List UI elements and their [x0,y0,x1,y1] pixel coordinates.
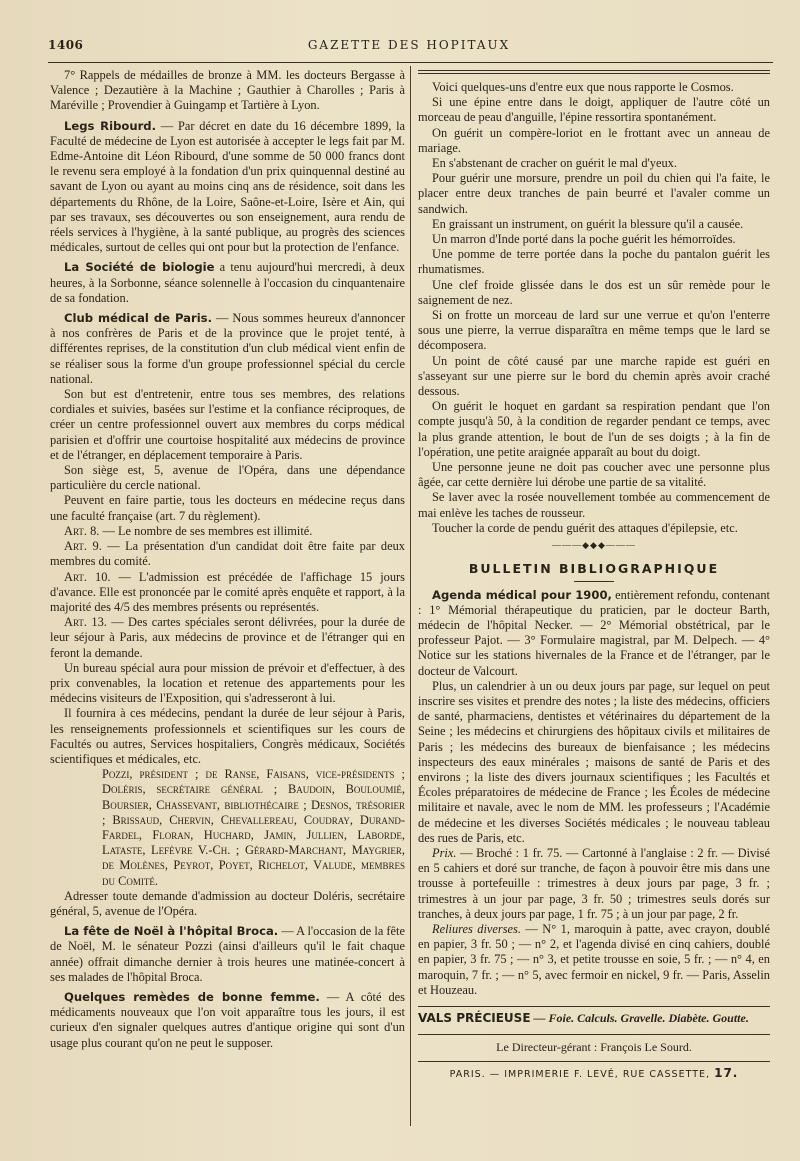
committee-members: Pozzi, président ; de Ranse, Faisans, vice-présidents ; Doléris, secrétaire général ; Baudoin, Bouloumié, Boursier, Chassevant, bibliothécaire ; Desnos, trésorier ; Brissaud, Chervin, Chevallereau, Coudray, Durand-Fardel, Floran, Huchard, Jamin, Jullien, Laborde, Lataste, Lefèvre V.-Ch. ; Gérard-Marchant, Maygrier, de Molènes, Peyrot, Poyet, Richelot, Valude, membres du Comité. [102,767,405,888]
paragraph-legs-ribourd: Legs Ribourd. — Par décret en date du 16 décembre 1899, la Faculté de médecine de Lyon est autorisée à accepter le legs fait par M. Edme-Antoine dit Léon Ribourd, d'une somme de 50 000 francs dont le revenu sera employé à la fondation d'un prix quinquennal destiné au savant de Lyon ou ayant au moins cinq ans de résidence, soit dans les départements du Rhône, de la Loire, Saône-et-Loire, Isère et Ain, qui par ses travaux, ses découvertes ou son enseignement, aura rendu de réels services à l'hygiène, à la santé publique, au progrès des sciences médicales, surtout de celles qui ont pour but la protection de l'enfance. [50,118,406,255]
run-in-heading: Club médical de Paris. [64,311,212,326]
remedy-item: En s'abstenant de cracher on guérit le mal d'yeux. [432,156,677,171]
editor-signature: Le Directeur-gérant : François Le Sourd. [418,1034,770,1055]
remedy-item: En graissant un instrument, on guérit la blessure qu'il a causée. [432,216,744,231]
paragraph-remedes: Quelques remèdes de bonne femme. — A côté des médicaments nouveaux que l'on voit apparaître tous les jours, il est curieux d'en signaler quelques autres d'antique origine qui sont d'un usage plus courant qu'on ne peut le supposer. [50,989,405,1050]
article-13: Art. 13. — Des cartes spéciales seront délivrées, pour la durée de leur séjour à Paris, aux médecins de province et de l'étranger qui en feront la demande. [50,615,405,660]
paragraph: Il fournira à ces médecins, pendant la durée de leur séjour à Paris, les renseignements professionnels et scientifiques sur les cours de Facultés ou autres, Services hospitaliers, Congrès médicaux, Sociétés scientifiques et médicales, etc. [50,706,405,766]
article-8: Art. 8. — Le nombre de ses membres est illimité. [64,523,313,538]
remedy-item: Si on frotte un morceau de lard sur une verrue et qu'on l'enterre sous une pierre, la verrue disparaîtra en même temps que le lard se décomposera. [418,308,770,353]
remedy-item: Se laver avec la rosée nouvellement tombée au commencement de mai enlève les taches de rousseur. [418,490,770,520]
run-in-heading: Agenda médical pour 1900, [432,587,612,602]
paragraph: Son siège est, 5, avenue de l'Opéra, dans une dépendance particulière du cercle national. [50,463,405,493]
bulletin-agenda: Agenda médical pour 1900, entièrement refondu, contenant : 1° Mémorial thérapeutique du praticien, par le docteur Barth, médecin de l'hôpital Necker. — 2° Mémorial obstétrical, par le professeur Pajot. — 3° Formulaire magistral, par M. Delpech. — 4° Notice sur les stations hivernales de la France et de l'étranger, par le docteur de Valcourt. [418,587,770,678]
page-number: 1406 [48,38,84,52]
printer-line: PARIS. — IMPRIMERIE F. LEVÉ, RUE CASSETTE, 17. [418,1061,770,1082]
paragraph-societe-biologie: La Société de biologie a tenu aujourd'hui mercredi, à deux heures, à la Sorbonne, séance solennelle à l'occasion du cinquantenaire de sa fondation. [50,260,405,305]
bulletin-paragraph: Plus, un calendrier à un ou deux jours par page, sur lequel on peut inscrire ses visites et prendre des notes ; la liste des médecins, officiers de santé, pharmaciens, dentistes et vétérinaires du département de la Seine ; les médecins et chirurgiens des hôpitaux civils et militaires de Paris ; les médecins des bureaux de bienfaisance ; les médecins inspecteurs des eaux minérales ; maisons de santé de Paris et des environs ; la liste des divers journaux scientifiques ; les Facultés et Écoles préparatoires de médecine de France ; les Écoles de médecine militaire et navale, avec le nom de MM. les professeurs ; l'Académie de médecine et les diverses Sociétés médicales ; le nouveau tableau des rues de Paris, etc. [418,678,770,845]
run-in-heading: Legs Ribourd. [64,118,157,133]
paragraph: Peuvent en faire partie, tous les docteurs en médecine reçus dans une faculté française (art. 7 du règlement). [50,493,405,523]
bulletin-prices: Prix. — Broché : 1 fr. 75. — Cartonné à l'anglaise : 2 fr. — Divisé en 5 cahiers et doré sur tranche, de façon à pouvoir être mis dans une trousse à portefeuille : trimestres à deux jours par page, 3 fr. ; trimestres à un jour par page, 3 fr. 50 ; trimestres seuls dorés sur tranches, à deux jours par page, 1 fr. 75 ; à un jour par page, 2 fr. [418,845,770,921]
run-in-heading: La fête de Noël à l'hôpital Broca. [64,924,279,939]
page-header [48,38,770,60]
paragraph-fete-noel: La fête de Noël à l'hôpital Broca. — A l'occasion de la fête de Noël, M. le sénateur Pozzi (ainsi d'ailleurs qu'il le fait chaque année) offrait dimanche dernier à trois heures une matinée-concert à ses malades de l'hôpital Broca. [50,924,406,984]
remedy-item: On guérit un compère-loriot en le frottant avec un anneau de mariage. [418,125,770,155]
remedy-item: Une personne jeune ne doit pas coucher avec une personne plus âgée, car cette dernière lui dérobe une partie de sa vitalité. [418,460,770,490]
advertisement-vals: VALS PRÉCIEUSE — Foie. Calculs. Gravelle. Diabète. Goutte. [418,1006,770,1026]
run-in-heading: La Société de biologie [64,260,215,275]
remedy-item: Toucher la corde de pendu guérit des attaques d'épilepsie, etc. [432,520,738,535]
paragraph-club-medical: Club médical de Paris. — Nous sommes heureux d'annoncer à nos confrères de Paris et de la province que le projet tenté, à différentes reprises, de la constitution d'un club médical vient enfin de se réaliser sous la forme d'un groupe professionnel spécial du cercle national. [50,311,405,386]
remedy-intro: Voici quelques-uns d'entre eux que nous rapporte le Cosmos. [432,80,734,94]
article-10: Art. 10. — L'admission est précédée de l'affichage 15 jours d'avance. Elle est prononcée par le comité après enquête et rapport, à la majorité des 4/5 des membres présents ou représentés. [50,569,405,614]
remedy-item: Un point de côté causé par une marche rapide est guéri en s'asseyant sur une pierre sur le bord du chemin après avoir craché dessous. [418,353,770,399]
article-9: Art. 9. — La présentation d'un candidat doit être faite par deux membres du comité. [50,539,405,569]
run-in-heading: Quelques remèdes de bonne femme. [64,989,320,1004]
remedy-item: On guérit le hoquet en gardant sa respiration pendant que l'on compte jusqu'à 50, à la condition de regarder pendant ce temps, avec la plus grande attention, le bout de l'un de ses doigts ; à la fin de l'opération, une petite araignée apparaît au bout du doigt. [418,399,770,459]
journal-title: GAZETTE DES HOPITAUX [307,38,511,52]
paragraph: Son but est d'entretenir, entre tous ses membres, des relations cordiales et suivies, basées sur l'estime et la confiance réciproques, de créer un centre professionnel ouvert aux membres du corps médical parisien et d'offrir une courtoise hospitalité aux médecins de province et de l'étranger, en déplacement temporaire à Paris. [50,387,405,462]
section-ornament: ———◆◆◆——— [552,540,636,551]
right-column [418,70,770,1083]
header-rule [48,62,773,63]
bulletin-title: BULLETIN BIBLIOGRAPHIQUE [468,561,720,577]
remedy-item: Un marron d'Inde porté dans la poche guérit les hémorroïdes. [432,232,736,247]
remedy-item: Une clef froide glissée dans le dos est un sûr remède pour le saignement de nez. [418,277,770,307]
paragraph: Un bureau spécial aura pour mission de prévoir et d'effectuer, à des prix convenables, la location et retenue des appartements pour les médecins visiteurs de l'Exposition, qui s'adresseront à lui. [50,660,405,706]
paragraph: Adresser toute demande d'admission au docteur Doléris, secrétaire général, 5, avenue de l'Opéra. [50,888,405,918]
bulletin-bindings: Reliures diverses. — N° 1, maroquin à patte, avec crayon, doublé en papier, 3 fr. 50 ; — n° 2, et l'agenda divisé en cinq cahiers, doublé en papier, 3 fr. 75 ; — n° 3, et petite trousse en soie, 5 fr. ; — n° 4, en maroquin, 7 fr. ; — n° 5, avec fermoir en nickel, 9 fr. — Paris, Asselin et Houzeau. [418,921,770,997]
short-rule [574,581,614,582]
remedy-item: Une pomme de terre portée dans la poche du pantalon guérit les rhumatismes. [418,247,770,277]
top-double-rule [418,70,770,74]
column-divider [410,66,411,1126]
remedy-item: Pour guérir une morsure, prendre un poil du chien qui l'a faite, le placer entre deux tranches de pain beurré et l'avaler comme un sandwich. [418,171,770,216]
left-column [50,68,405,1051]
paragraph-medals: 7° Rappels de médailles de bronze à MM. les docteurs Bergasse à Valence ; Dezautière à la Machine ; Gauthier à Charolles ; Paris à Maréville ; Provendier à Guingamp et Tartière à Lyon. [50,68,405,113]
remedy-item: Si une épine entre dans le doigt, appliquer de l'autre côté un morceau de peau d'anguille, l'épine ressortira spontanément. [418,95,770,125]
